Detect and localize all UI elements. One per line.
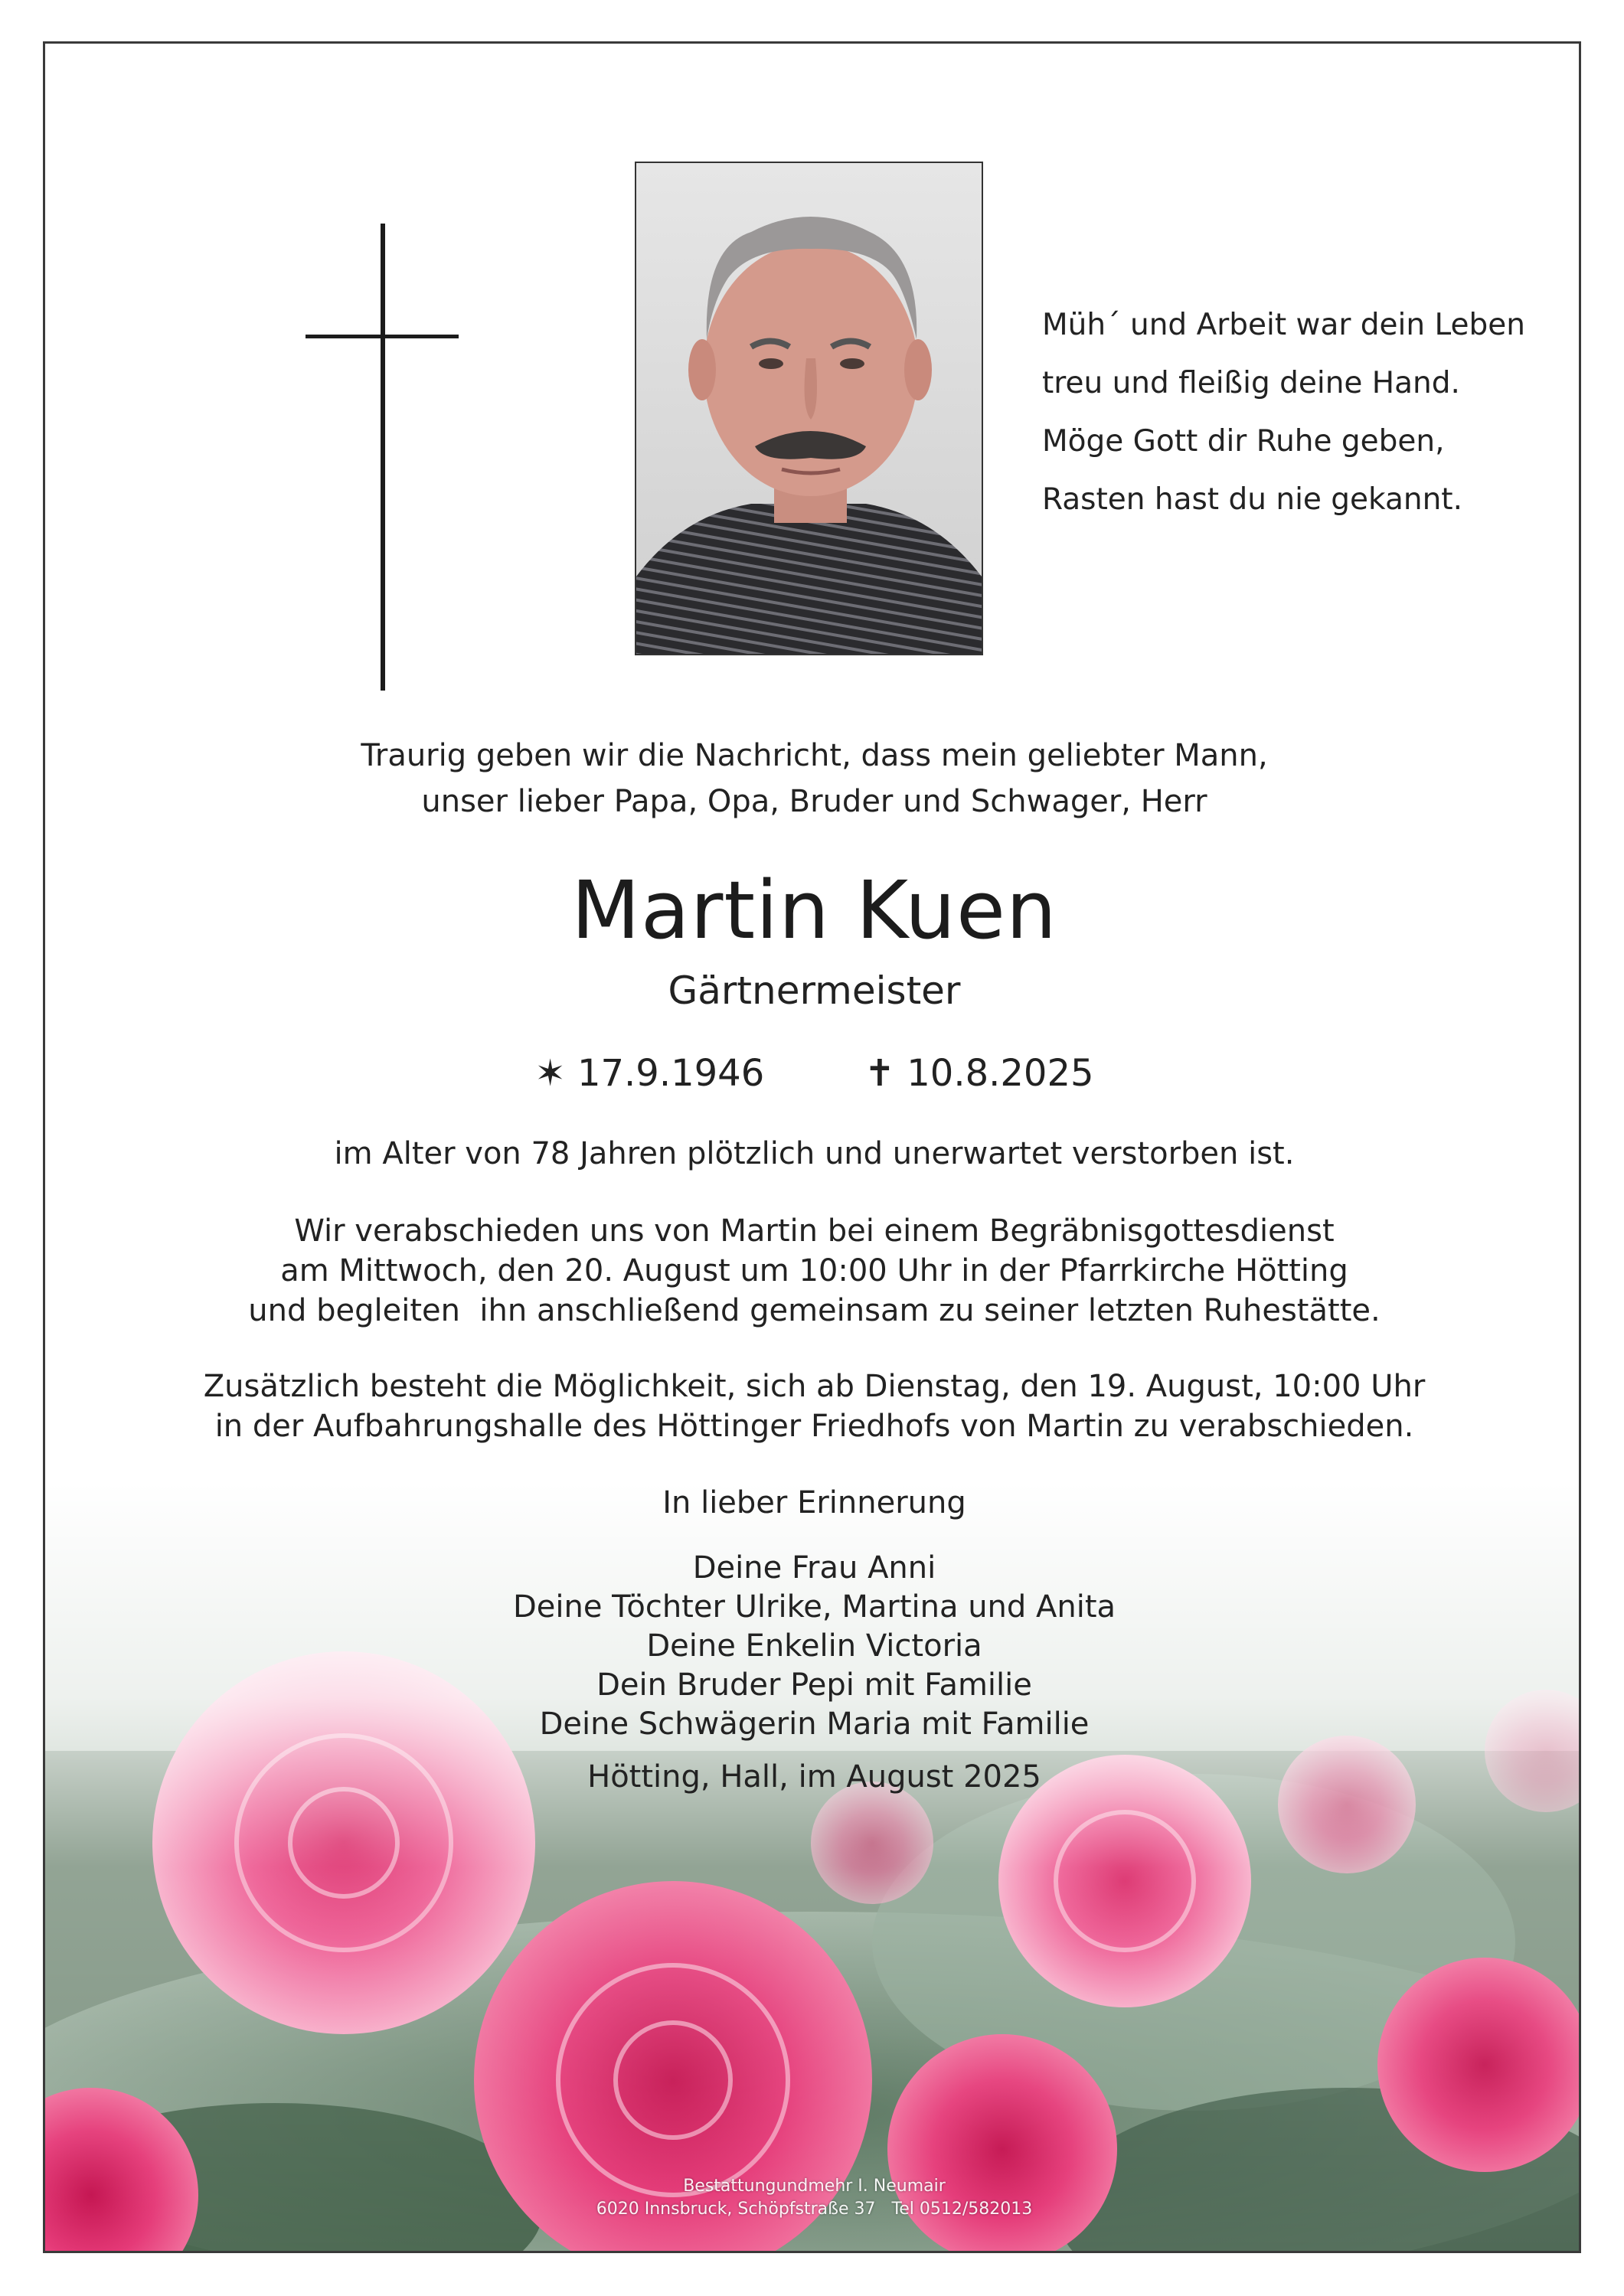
portrait-photo — [635, 162, 983, 655]
farewell-line: und begleiten ihn anschließend gemeinsam zu seiner letzten Ruhestätte. — [248, 1293, 1381, 1328]
intro-line: Traurig geben wir die Nachricht, dass mein geliebter Mann, — [361, 738, 1268, 773]
farewell-line: Wir verabschieden uns von Martin bei einem Begräbnisgottesdienst — [294, 1213, 1335, 1249]
poem-line: Müh´ und Arbeit war dein Leben — [1042, 308, 1525, 342]
viewing-text — [45, 1367, 1581, 1446]
farewell-line: am Mittwoch, den 20. August um 10:00 Uhr in der Pfarrkirche Hötting — [280, 1253, 1348, 1288]
poem-line: treu und fleißig deine Hand. — [1042, 366, 1460, 400]
memory-heading: In lieber Erinnerung — [662, 1485, 966, 1520]
cross-icon — [263, 181, 492, 717]
death-date: 10.8.2025 — [907, 1052, 1094, 1095]
obituary-frame — [43, 41, 1581, 2253]
birth-date: 17.9.1946 — [577, 1052, 765, 1095]
poem-verse — [1042, 296, 1540, 529]
intro-text — [45, 733, 1581, 825]
family-member: Deine Schwägerin Maria mit Familie — [539, 1706, 1090, 1742]
undertaker-name: Bestattungundmehr I. Neumair — [683, 2177, 946, 2196]
family-list — [45, 1549, 1581, 1744]
poem-line: Möge Gott dir Ruhe geben, — [1042, 424, 1445, 459]
viewing-line: in der Aufbahrungshalle des Höttinger Friedhofs von Martin zu verabschieden. — [214, 1409, 1414, 1444]
poem-line: Rasten hast du nie gekannt. — [1042, 482, 1462, 517]
family-member: Dein Bruder Pepi mit Familie — [596, 1667, 1032, 1703]
death-cross-icon: ✝ — [864, 1052, 895, 1095]
family-member: Deine Frau Anni — [692, 1550, 936, 1586]
life-dates — [45, 1047, 1581, 1100]
family-member: Deine Töchter Ulrike, Martina und Anita — [512, 1589, 1116, 1625]
funeral-service-text — [45, 1211, 1581, 1331]
birth-star-icon: ✶ — [534, 1052, 566, 1095]
intro-line: unser lieber Papa, Opa, Bruder und Schwager, Herr — [421, 784, 1207, 819]
deceased-name: Martin Kuen — [571, 864, 1057, 957]
family-member: Deine Enkelin Victoria — [646, 1628, 982, 1664]
viewing-line: Zusätzlich besteht die Möglichkeit, sich ab Dienstag, den 19. August, 10:00 Uhr — [203, 1369, 1426, 1404]
place-date: Hötting, Hall, im August 2025 — [587, 1759, 1041, 1795]
undertaker-info — [45, 2175, 1581, 2221]
age-line: im Alter von 78 Jahren plötzlich und unerwartet verstorben ist. — [334, 1136, 1295, 1171]
profession: Gärtnermeister — [668, 968, 961, 1013]
undertaker-address: 6020 Innsbruck, Schöpfstraße 37 Tel 0512/582013 — [596, 2200, 1033, 2219]
